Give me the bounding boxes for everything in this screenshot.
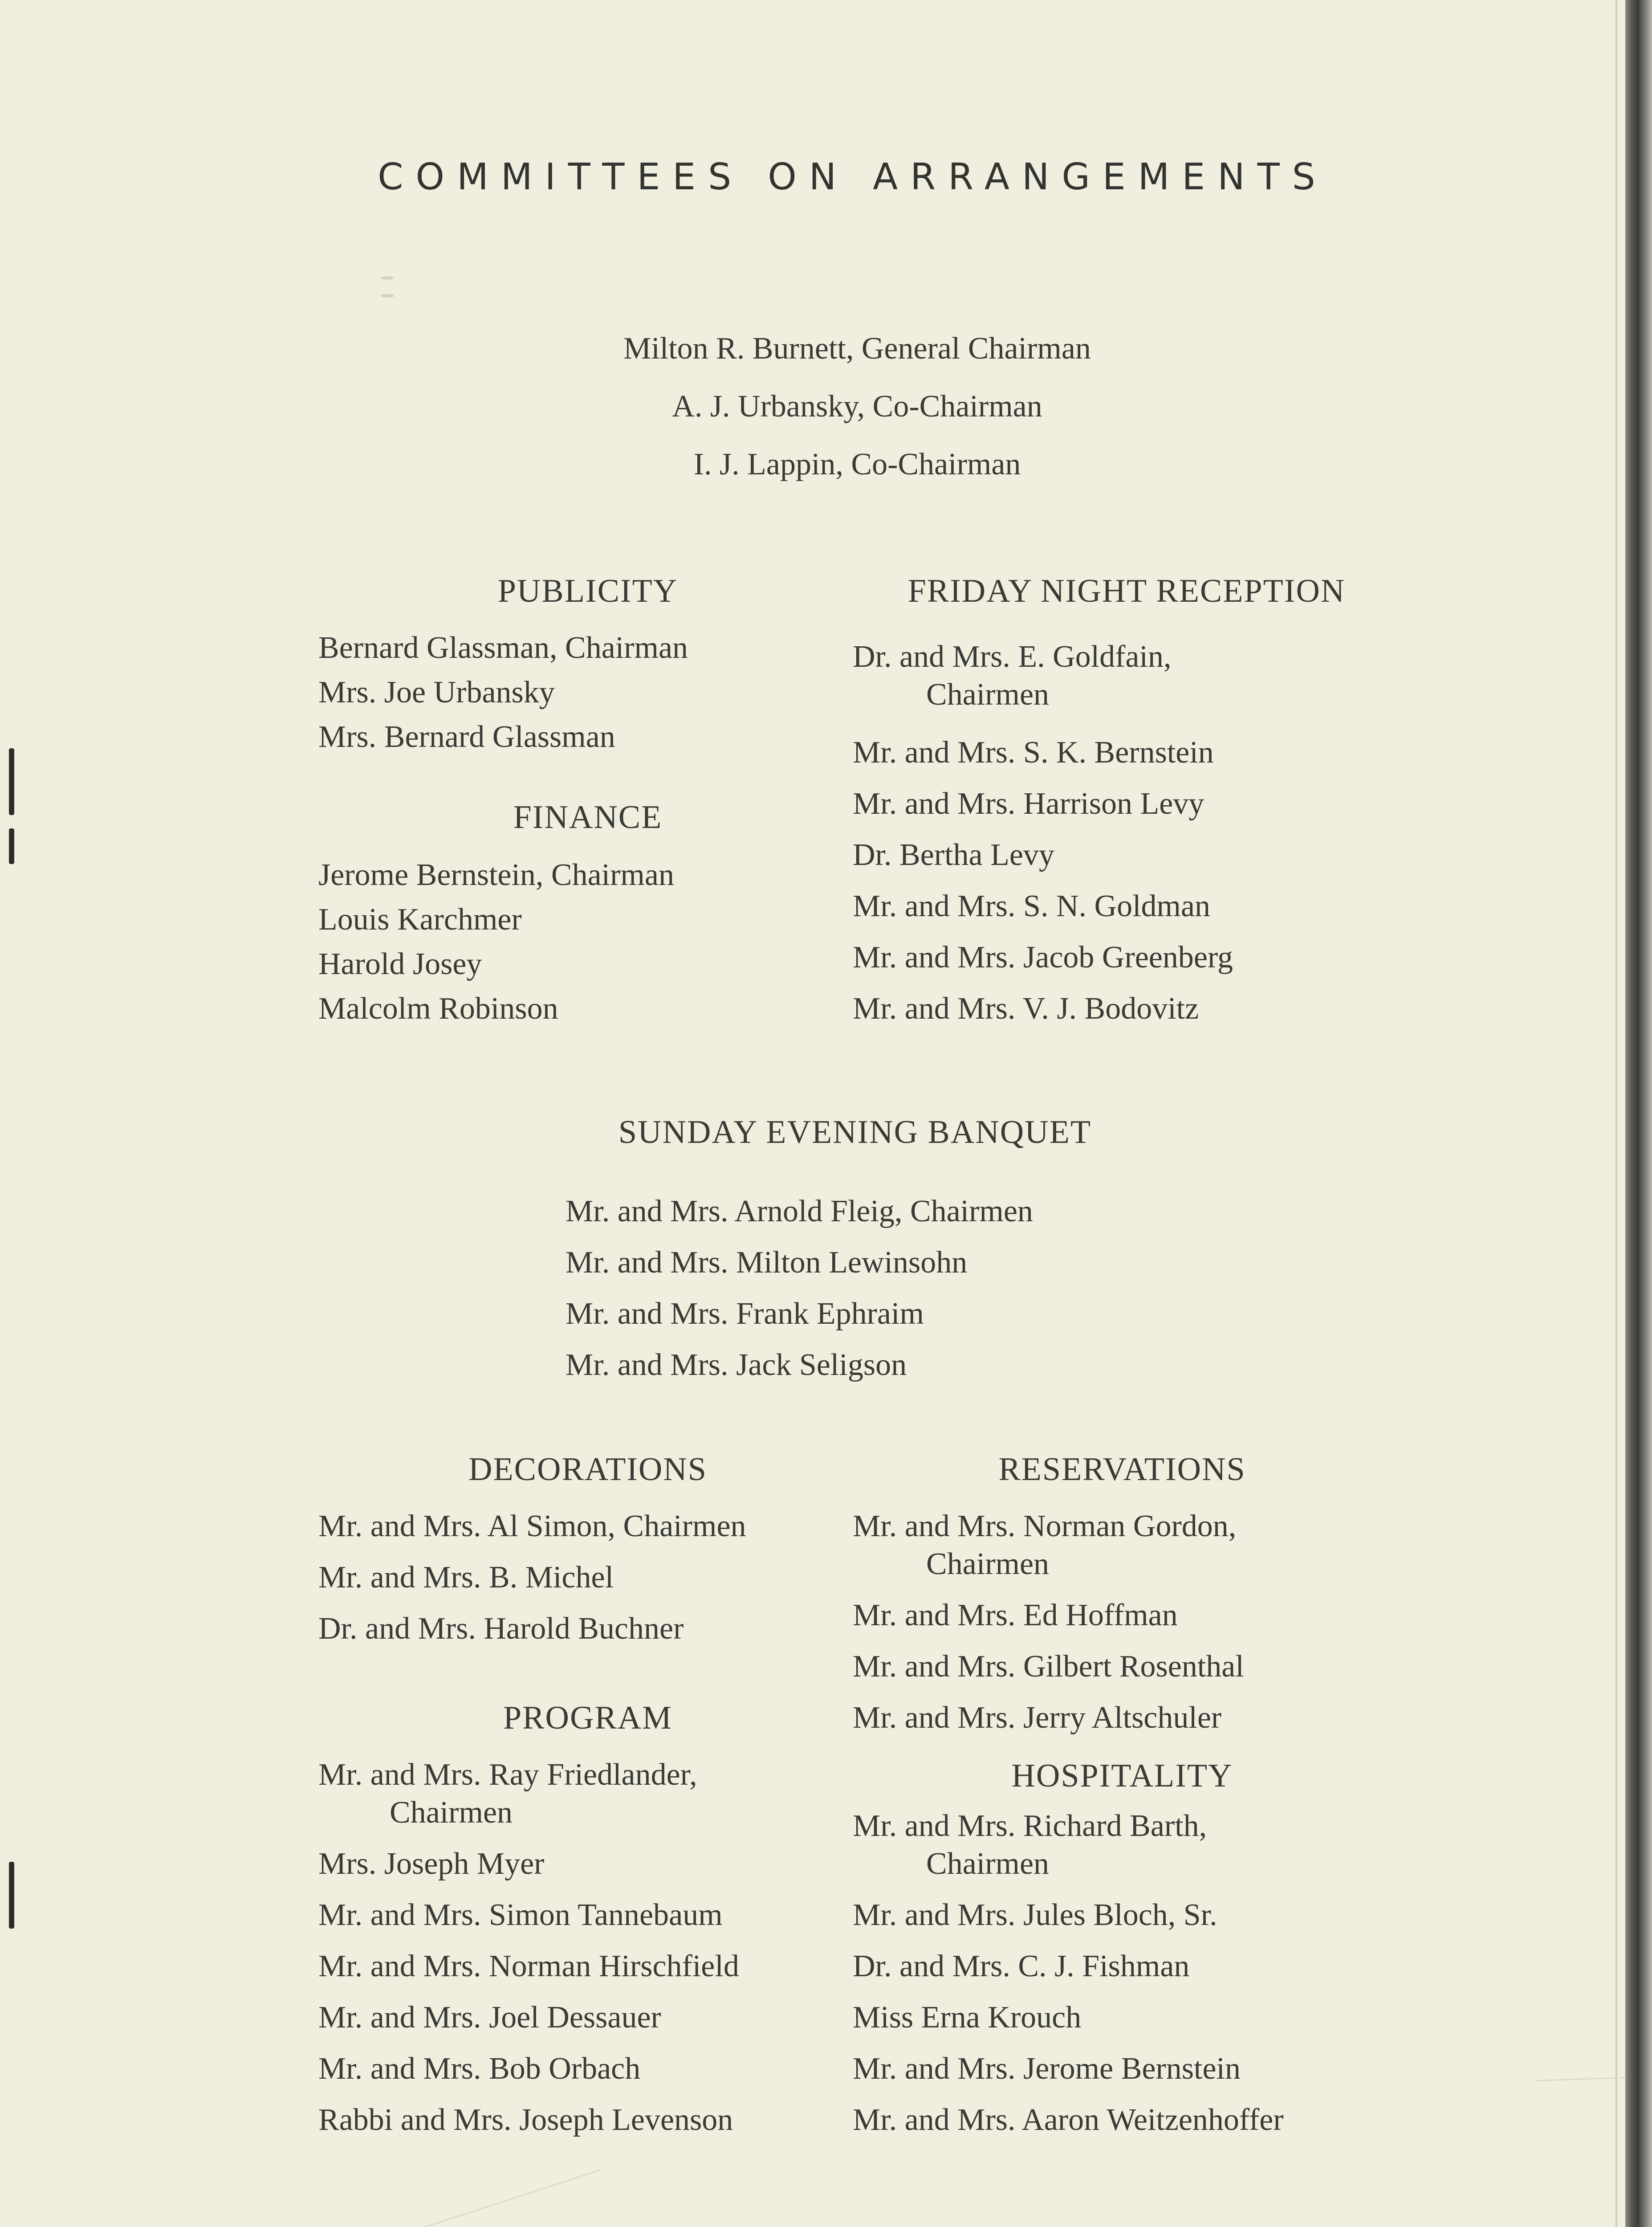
committee-member: Mr. and Mrs. Richard Barth, bbox=[853, 1809, 1207, 1843]
section-heading-friday-reception: FRIDAY NIGHT RECEPTION bbox=[907, 573, 1346, 609]
committee-member: Mr. and Mrs. Arnold Fleig, Chairmen bbox=[566, 1194, 1033, 1228]
committee-member: Mr. and Mrs. Ray Friedlander, bbox=[318, 1758, 697, 1792]
committee-member-continued: Chairmen bbox=[926, 1547, 1050, 1581]
section-heading-program: PROGRAM bbox=[503, 1700, 672, 1736]
committee-member: Mr. and Mrs. Jack Seligson bbox=[566, 1348, 907, 1382]
section-heading-publicity: PUBLICITY bbox=[497, 573, 678, 609]
committee-member: Mr. and Mrs. Harrison Levy bbox=[853, 787, 1204, 821]
committee-member: Mr. and Mrs. Gilbert Rosenthal bbox=[853, 1649, 1244, 1684]
committee-member: Mr. and Mrs. Jacob Greenberg bbox=[853, 940, 1233, 975]
committee-member: Miss Erna Krouch bbox=[853, 2000, 1082, 2035]
committee-member: Mr. and Mrs. S. N. Goldman bbox=[853, 889, 1211, 923]
page-edge-line bbox=[1615, 0, 1617, 2227]
committee-member: Mr. and Mrs. Aaron Weitzenhoffer bbox=[853, 2103, 1284, 2137]
committee-member: Dr. and Mrs. C. J. Fishman bbox=[853, 1949, 1190, 1983]
section-heading-sunday-banquet: SUNDAY EVENING BANQUET bbox=[618, 1114, 1092, 1150]
committee-member: Mr. and Mrs. S. K. Bernstein bbox=[853, 735, 1214, 770]
committee-member: Mr. and Mrs. Bob Orbach bbox=[318, 2052, 641, 2086]
committee-member: Mrs. Joseph Myer bbox=[318, 1847, 545, 1881]
co-chairman: I. J. Lappin, Co-Chairman bbox=[693, 447, 1021, 481]
committee-member: Mr. and Mrs. Norman Hirschfield bbox=[318, 1949, 739, 1983]
committee-member: Mr. and Mrs. Jerome Bernstein bbox=[853, 2052, 1241, 2086]
committee-member: Rabbi and Mrs. Joseph Levenson bbox=[318, 2103, 733, 2137]
committee-member: Jerome Bernstein, Chairman bbox=[318, 858, 674, 892]
committee-member-continued: Chairmen bbox=[926, 1847, 1050, 1881]
committee-member: Mr. and Mrs. Ed Hoffman bbox=[853, 1598, 1178, 1632]
committee-member: Mr. and Mrs. B. Michel bbox=[318, 1560, 614, 1595]
section-heading-hospitality: HOSPITALITY bbox=[1011, 1758, 1233, 1794]
committee-member-continued: Chairmen bbox=[390, 1795, 513, 1830]
staple-mark-upper bbox=[9, 748, 14, 815]
committee-member: Bernard Glassman, Chairman bbox=[318, 631, 688, 665]
general-chairman: Milton R. Burnett, General Chairman bbox=[623, 331, 1091, 366]
committee-member: Dr. and Mrs. Harold Buchner bbox=[318, 1611, 684, 1646]
staple-mark-lower bbox=[9, 828, 14, 864]
committee-member: Mr. and Mrs. V. J. Bodovitz bbox=[853, 991, 1199, 1026]
page-title: COMMITTEES ON ARRANGEMENTS bbox=[378, 156, 1328, 198]
paper-mark bbox=[381, 294, 394, 298]
committee-member: Mr. and Mrs. Milton Lewinsohn bbox=[566, 1245, 968, 1280]
committee-member-continued: Chairmen bbox=[926, 677, 1050, 712]
committee-member: Malcolm Robinson bbox=[318, 991, 558, 1026]
committee-member: Mrs. Joe Urbansky bbox=[318, 675, 555, 710]
committee-member: Dr. Bertha Levy bbox=[853, 838, 1054, 872]
co-chairman: A. J. Urbansky, Co-Chairman bbox=[672, 389, 1042, 424]
section-heading-reservations: RESERVATIONS bbox=[998, 1451, 1246, 1488]
staple-mark-bottom bbox=[9, 1862, 14, 1929]
committee-member: Mr. and Mrs. Jules Bloch, Sr. bbox=[853, 1898, 1217, 1932]
committee-member: Mr. and Mrs. Norman Gordon, bbox=[853, 1509, 1237, 1543]
committee-member: Mr. and Mrs. Joel Dessauer bbox=[318, 2000, 661, 2035]
committee-member: Mr. and Mrs. Frank Ephraim bbox=[566, 1297, 924, 1331]
committee-member: Louis Karchmer bbox=[318, 902, 522, 937]
committee-member: Mr. and Mrs. Jerry Altschuler bbox=[853, 1701, 1222, 1735]
page-edge-shadow bbox=[1625, 0, 1652, 2227]
committee-member: Mrs. Bernard Glassman bbox=[318, 720, 615, 754]
section-heading-decorations: DECORATIONS bbox=[468, 1451, 707, 1488]
committee-member: Mr. and Mrs. Al Simon, Chairmen bbox=[318, 1509, 746, 1543]
committee-member: Harold Josey bbox=[318, 947, 482, 981]
committee-member: Dr. and Mrs. E. Goldfain, bbox=[853, 640, 1172, 674]
section-heading-finance: FINANCE bbox=[513, 799, 663, 836]
paper-mark bbox=[381, 276, 394, 280]
committee-member: Mr. and Mrs. Simon Tannebaum bbox=[318, 1898, 723, 1932]
